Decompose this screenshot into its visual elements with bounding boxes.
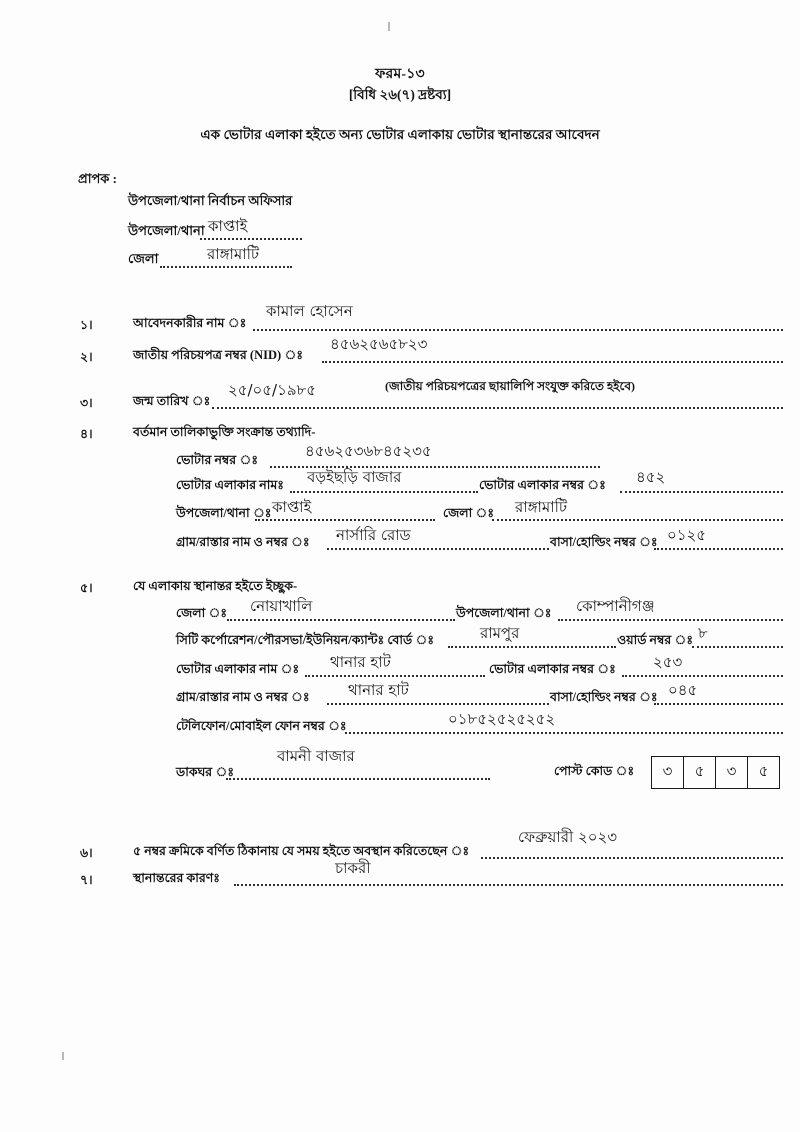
current-upazila-value: কাপ্তাই [272, 498, 312, 516]
new-area-no-label: ভোটার এলাকার নম্বর ঃ [489, 662, 616, 676]
item-3-rule [212, 407, 783, 409]
current-area-name-label: ভোটার এলাকার নামঃ [176, 478, 284, 492]
new-phone-value: ০১৮৫২৫২৫২৫২ [448, 710, 556, 728]
item-4-number: ৪। [80, 427, 93, 441]
item-7-rule [234, 884, 783, 886]
current-upazila-label: উপজেলা/থানা ঃ [176, 506, 272, 520]
new-area-name-value: থানার হাট [330, 653, 391, 671]
new-district-label: জেলা ঃ [176, 606, 228, 620]
recipient-office: উপজেলা/থানা নির্বাচন অফিসার [128, 193, 293, 208]
new-city-corporation-label: সিটি কর্পোরেশন/পৌরসভা/ইউনিয়ন/ক্যান্টঃ বোর্ড ঃ [176, 633, 435, 647]
recipient-label: প্রাপক : [78, 171, 117, 186]
item-6-number: ৬। [80, 846, 93, 860]
post-code-digit-4: ৫ [758, 762, 769, 780]
rule-reference: [বিধি ২৬(৭) দ্রষ্টব্য] [348, 87, 452, 102]
new-phone-label: টেলিফোন/মোবাইল ফোন নম্বর ঃ [176, 719, 347, 733]
nid-value: ৪৫৬২৫৬৫৮২৩ [330, 335, 428, 353]
item-1-number: ১। [80, 318, 93, 332]
recipient-district-value: রাঙ্গামাটি [207, 245, 260, 263]
new-city-corporation-value: রামপুর [480, 624, 520, 642]
current-area-name-rule [290, 491, 478, 493]
birth-date-value: ২৫/০৫/১৯৮৫ [228, 381, 317, 399]
new-district-value: নোয়াখালি [250, 597, 313, 615]
item-7-number: ৭। [80, 873, 93, 887]
nid-attachment-note: (জাতীয় পরিচয়পত্রের ছায়ালিপি সংযুক্ত করিতে হইবে) [385, 379, 636, 393]
transfer-reason-value: চাকরী [335, 859, 371, 877]
item-6-rule [481, 857, 783, 859]
scan-speck [62, 1052, 64, 1060]
residence-since-value: ফেব্রুয়ারী ২০২৩ [518, 828, 618, 846]
current-voter-no-label: ভোটার নম্বর ঃ [176, 453, 258, 467]
item-3-label: জন্ম তারিখ ঃ [133, 394, 211, 408]
item-2-number: ২। [80, 350, 93, 364]
post-code-label: পোস্ট কোড ঃ [554, 764, 635, 778]
post-code-digit-1: ৩ [652, 757, 684, 788]
current-area-no-rule [620, 491, 783, 493]
new-phone-rule [345, 732, 783, 734]
new-holding-value: ০৪৫ [668, 681, 698, 699]
current-road-label: গ্রাম/রাস্তার নাম ও নম্বর ঃ [176, 535, 310, 549]
new-post-office-label: ডাকঘর ঃ [176, 765, 234, 779]
current-holding-label: বাসা/হোল্ডিং নম্বর ঃ [550, 535, 658, 549]
post-code-boxes [651, 756, 780, 789]
current-road-value: নার্সারি রোড [336, 526, 411, 544]
recipient-upazila-label: উপজেলা/থানা [128, 223, 205, 238]
post-code-digit-3: ৩ [716, 757, 748, 788]
current-holding-value: ০১২৫ [667, 526, 706, 544]
recipient-district-label: জেলা [128, 251, 159, 266]
current-area-no-label: ভোটার এলাকার নম্বর ঃ [479, 478, 606, 492]
new-area-name-label: ভোটার এলাকার নাম ঃ [176, 662, 300, 676]
current-area-name-value: বড়ইছড়ি বাজার [307, 468, 402, 486]
new-holding-label: বাসা/হোল্ডিং নম্বর ঃ [550, 690, 658, 704]
new-upazila-value: কোম্পানীগঞ্জ [576, 597, 655, 615]
new-post-office-value: বামনী বাজার [277, 747, 355, 765]
item-5-label: যে এলাকায় স্থানান্তর হইতে ইচ্ছুক- [133, 579, 298, 593]
item-4-label: বর্তমান তালিকাভুক্তি সংক্রান্ত তথ্যাদি- [133, 425, 316, 439]
form-number: ফরম-১৩ [375, 67, 425, 82]
item-6-label: ৫ নম্বর ক্রমিকে বর্ণিত ঠিকানায় যে সময় হইতে অবস্থান করিতেছেন ঃ [133, 844, 470, 858]
new-road-value: থানার হাট [348, 681, 409, 699]
item-7-label: স্থানান্তরের কারণঃ [133, 871, 220, 885]
current-district-label: জেলা ঃ [443, 506, 495, 520]
current-area-no-value: ৪৫২ [636, 468, 666, 486]
new-road-label: গ্রাম/রাস্তার নাম ও নম্বর ঃ [176, 690, 310, 704]
current-district-value: রাঙ্গামাটি [515, 498, 568, 516]
current-voter-no-value: ৪৫৬২৫৩৬৮৪৫২৩৫ [305, 442, 432, 460]
new-post-office-rule [226, 778, 490, 780]
applicant-name-value: কামাল হোসেন [266, 302, 353, 320]
post-code-digit-2: ৫ [684, 757, 716, 788]
new-ward-label: ওয়ার্ড নম্বর ঃ [617, 633, 694, 647]
new-city-corporation-rule [448, 646, 616, 648]
item-2-rule [322, 361, 783, 363]
item-2-label: জাতীয় পরিচয়পত্র নম্বর (NID) ঃ [133, 348, 303, 362]
new-area-no-rule [622, 675, 783, 677]
new-ward-value: ৮ [698, 624, 708, 642]
new-area-no-value: ২৫৩ [653, 653, 683, 671]
item-1-rule [253, 329, 783, 331]
recipient-upazila-value: কাপ্তাই [208, 217, 248, 235]
scan-speck [388, 22, 390, 31]
new-upazila-label: উপজেলা/থানা ঃ [456, 606, 552, 620]
item-5-number: ৫। [80, 581, 93, 595]
item-1-label: আবেদনকারীর নাম ঃ [133, 316, 247, 330]
item-3-number: ৩। [80, 396, 93, 410]
document-title: এক ভোটার এলাকা হইতে অন্য ভোটার এলাকায় ভোটার স্থানান্তরের আবেদন [200, 127, 600, 142]
